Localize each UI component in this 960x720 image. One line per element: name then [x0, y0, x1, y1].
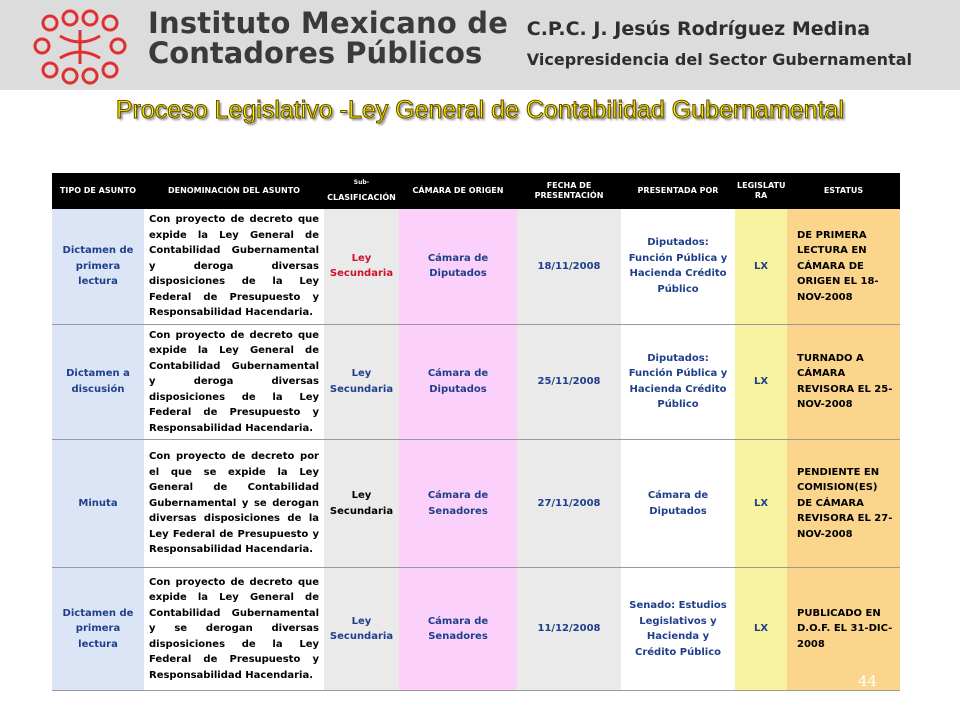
cell-legislatura: LX: [735, 568, 787, 691]
presenter-name: C.P.C. J. Jesús Rodríguez Medina: [526, 18, 871, 40]
cell-camara: Cámara de Senadores: [399, 440, 517, 568]
cell-camara: Cámara de Senadores: [399, 568, 517, 691]
header-estatus: ESTATUS: [787, 173, 900, 209]
cell-presentada: Cámara de Diputados: [621, 440, 735, 568]
cell-tipo: Dictamen de primera lectura: [52, 568, 144, 691]
cell-denominacion: Con proyecto de decreto por el que se expide la Ley General de Contabilidad Gubernamental y se derogan diversas disposiciones de la Ley Federal de Presupuesto y Responsabilidad Hacendaria.: [144, 440, 324, 568]
slide-header: [0, 0, 960, 90]
cell-subclasificacion: Ley Secundaria: [324, 440, 399, 568]
cell-legislatura: LX: [735, 324, 787, 440]
organization-name: [148, 8, 508, 69]
header-tipo: TIPO DE ASUNTO: [52, 173, 144, 209]
org-line-1: Instituto Mexicano de: [148, 6, 509, 40]
table-row: [52, 440, 900, 568]
cell-subclasificacion: Ley Secundaria: [324, 568, 399, 691]
table-row: [52, 568, 900, 691]
cell-denominacion: Con proyecto de decreto que expide la Ley General de Contabilidad Gubernamental y deroga diversas disposiciones de la Ley Federal de Presupuesto y Responsabilidad Hacendaria.: [144, 209, 324, 324]
cell-camara: Cámara de Diputados: [399, 209, 517, 324]
cell-estatus: PENDIENTE EN COMISION(ES) DE CÁMARA REVISORA EL 27-NOV-2008: [787, 440, 900, 568]
cell-fecha: 18/11/2008: [517, 209, 621, 324]
cell-subclasificacion: Ley Secundaria: [324, 324, 399, 440]
cell-denominacion: Con proyecto de decreto que expide la Ley General de Contabilidad Gubernamental y deroga diversas disposiciones de la Ley Federal de Presupuesto y Responsabilidad Hacendaria.: [144, 324, 324, 440]
cell-fecha: 25/11/2008: [517, 324, 621, 440]
cell-estatus: PUBLICADO EN D.O.F. EL 31-DIC-2008: [787, 568, 900, 691]
presenter-block: [527, 18, 912, 69]
table-row: [52, 209, 900, 324]
cell-tipo: Dictamen a discusión: [52, 324, 144, 440]
cell-presentada: Diputados: Función Pública y Hacienda Crédito Público: [621, 209, 735, 324]
header-sub-small: Sub-: [353, 179, 370, 187]
header-sub-main: CLASIFICACIÓN: [327, 192, 396, 202]
cell-fecha: 27/11/2008: [517, 440, 621, 568]
header-denominacion: DENOMINACIÓN DEL ASUNTO: [144, 173, 324, 209]
presenter-role: Vicepresidencia del Sector Gubernamental: [526, 50, 912, 69]
legislative-process-table: [52, 173, 900, 691]
cell-legislatura: LX: [735, 440, 787, 568]
cell-denominacion: Con proyecto de decreto que expide la Ley General de Contabilidad Gubernamental y se derogan diversas disposiciones de la Ley Federal de Presupuesto y Responsabilidad Hacendaria.: [144, 568, 324, 691]
header-fecha: FECHA DE PRESENTACIÓN: [517, 173, 621, 209]
header-camara: CÁMARA DE ORIGEN: [399, 173, 517, 209]
table-row: [52, 324, 900, 440]
page-number: 44: [858, 672, 878, 690]
header-subclasificacion: [324, 173, 399, 209]
header-legislatura: LEGISLATU RA: [735, 173, 787, 209]
cell-estatus: TURNADO A CÁMARA REVISORA EL 25-NOV-2008: [787, 324, 900, 440]
cell-tipo: Dictamen de primera lectura: [52, 209, 144, 324]
imcp-logo-icon: [30, 8, 130, 86]
cell-presentada: Senado: Estudios Legislativos y Hacienda y Crédito Público: [621, 568, 735, 691]
cell-presentada: Diputados: Función Pública y Hacienda Crédito Público: [621, 324, 735, 440]
org-line-2: Contadores Públicos: [148, 36, 483, 71]
table-header-row: [52, 173, 900, 209]
cell-fecha: 11/12/2008: [517, 568, 621, 691]
slide-title: Proceso Legislativo -Ley General de Contabilidad Gubernamental: [115, 96, 845, 124]
cell-camara: Cámara de Diputados: [399, 324, 517, 440]
cell-subclasificacion: Ley Secundaria: [324, 209, 399, 324]
cell-tipo: Minuta: [52, 440, 144, 568]
cell-legislatura: LX: [735, 209, 787, 324]
cell-estatus: DE PRIMERA LECTURA EN CÁMARA DE ORIGEN EL 18-NOV-2008: [787, 209, 900, 324]
header-presentada: PRESENTADA POR: [621, 173, 735, 209]
